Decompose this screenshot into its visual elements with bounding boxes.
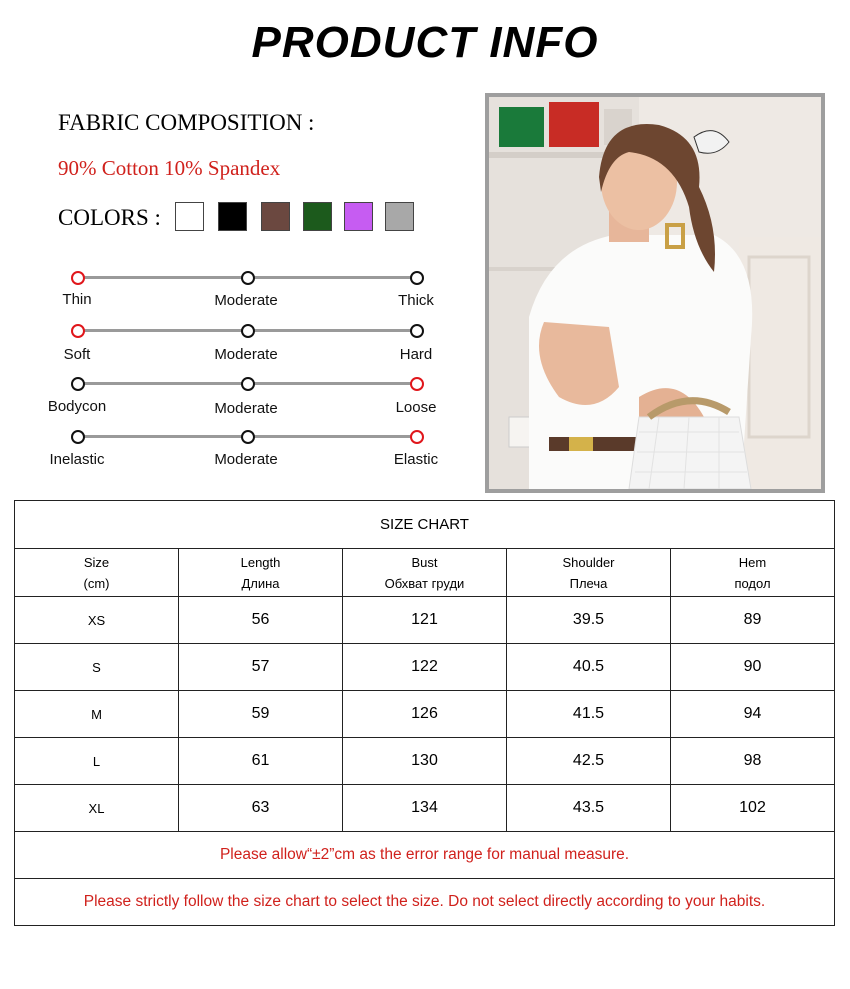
header-line2: Длина	[241, 575, 280, 591]
size-chart-title: SIZE CHART	[15, 501, 835, 549]
header-bust	[343, 549, 507, 597]
scale-dot-left	[71, 324, 85, 338]
size-chart-table	[14, 500, 835, 926]
cell-shoulder: 43.5	[507, 785, 671, 832]
cell-length: 59	[179, 691, 343, 738]
fabric-composition-label: FABRIC COMPOSITION :	[58, 110, 315, 135]
header-size	[15, 549, 179, 597]
scale-dot-left	[71, 430, 85, 444]
scale-dot-right	[410, 377, 424, 391]
scale-label-right: Hard	[399, 346, 433, 363]
cell-length: 56	[179, 597, 343, 644]
scale-label-middle: Moderate	[214, 451, 278, 468]
header-line2: Обхват груди	[384, 575, 465, 591]
scale-dot-right	[410, 271, 424, 285]
product-photo-illustration	[489, 97, 821, 489]
header-hem	[671, 549, 835, 597]
scale-label-left: Thin	[62, 291, 92, 308]
measurement-error-note: Please allow“±2”cm as the error range for manual measure.	[15, 832, 835, 879]
scale-dot-middle	[241, 324, 255, 338]
colors-label: COLORS :	[58, 205, 161, 230]
cell-bust: 122	[343, 644, 507, 691]
scale-dot-right	[410, 324, 424, 338]
cell-hem: 102	[671, 785, 835, 832]
cell-bust: 126	[343, 691, 507, 738]
header-line1: Size	[83, 554, 110, 570]
scale-dot-middle	[241, 271, 255, 285]
color-swatch-gray[interactable]	[385, 202, 414, 231]
table-row	[15, 597, 835, 644]
scale-label-middle: Moderate	[214, 346, 278, 363]
header-line2: (cm)	[83, 575, 110, 591]
product-photo	[485, 93, 825, 493]
scale-label-right: Thick	[398, 292, 434, 309]
cell-hem: 94	[671, 691, 835, 738]
table-row	[15, 691, 835, 738]
scale-label-middle: Moderate	[214, 292, 278, 309]
scale-label-left: Bodycon	[47, 398, 107, 415]
fabric-composition-value: 90% Cotton 10% Spandex	[58, 156, 281, 180]
scale-dot-right	[410, 430, 424, 444]
header-line2: Плеча	[569, 575, 608, 591]
cell-length: 61	[179, 738, 343, 785]
cell-shoulder: 40.5	[507, 644, 671, 691]
header-line1: Shoulder	[562, 554, 615, 570]
cell-bust: 134	[343, 785, 507, 832]
color-swatch-brown[interactable]	[261, 202, 290, 231]
color-swatch-black[interactable]	[218, 202, 247, 231]
table-row	[15, 644, 835, 691]
scale-label-right: Elastic	[393, 451, 439, 468]
page-title: PRODUCT INFO	[251, 18, 599, 67]
scale-label-left: Inelastic	[49, 451, 105, 468]
header-shoulder	[507, 549, 671, 597]
cell-size: M	[15, 691, 179, 738]
scale-label-middle: Moderate	[214, 400, 278, 417]
cell-hem: 98	[671, 738, 835, 785]
cell-length: 57	[179, 644, 343, 691]
scale-dot-left	[71, 271, 85, 285]
color-swatch-purple[interactable]	[344, 202, 373, 231]
table-row	[15, 738, 835, 785]
cell-shoulder: 39.5	[507, 597, 671, 644]
cell-length: 63	[179, 785, 343, 832]
header-line1: Bust	[411, 554, 438, 570]
cell-shoulder: 42.5	[507, 738, 671, 785]
scale-label-right: Loose	[395, 399, 437, 416]
scale-dot-middle	[241, 430, 255, 444]
scale-label-left: Soft	[63, 346, 91, 363]
cell-hem: 89	[671, 597, 835, 644]
header-line2: подол	[734, 575, 771, 591]
cell-bust: 130	[343, 738, 507, 785]
scale-dot-left	[71, 377, 85, 391]
header-length	[179, 549, 343, 597]
color-swatch-green[interactable]	[303, 202, 332, 231]
table-row	[15, 785, 835, 832]
cell-hem: 90	[671, 644, 835, 691]
size-selection-note: Please strictly follow the size chart to select the size. Do not select directly according to your habits.	[15, 879, 835, 926]
cell-size: L	[15, 738, 179, 785]
cell-size: S	[15, 644, 179, 691]
scale-dot-middle	[241, 377, 255, 391]
cell-size: XS	[15, 597, 179, 644]
cell-bust: 121	[343, 597, 507, 644]
header-line1: Length	[240, 554, 281, 570]
cell-shoulder: 41.5	[507, 691, 671, 738]
size-chart-header-row	[15, 549, 835, 597]
cell-size: XL	[15, 785, 179, 832]
header-line1: Hem	[738, 554, 767, 570]
color-swatch-white[interactable]	[175, 202, 204, 231]
